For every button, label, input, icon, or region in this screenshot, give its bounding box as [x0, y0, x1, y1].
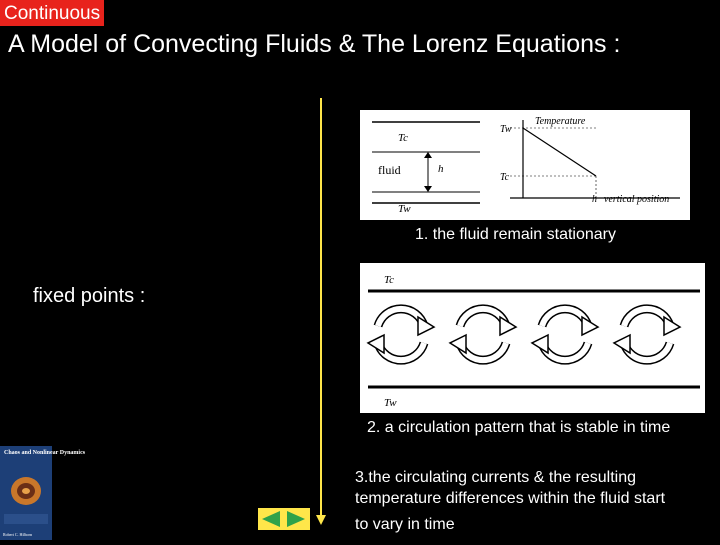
fig2-tc: Tc	[384, 274, 394, 286]
slide-navigation	[258, 508, 310, 530]
stationary-fluid-figure	[360, 110, 690, 220]
vertical-divider	[320, 98, 322, 518]
divider-arrowhead	[316, 515, 326, 525]
book-cover-thumbnail	[0, 446, 86, 540]
graph-tw: Tw	[500, 124, 512, 135]
book-title: Chaos and Nonlinear Dynamics	[4, 450, 86, 456]
graph-tc: Tc	[500, 172, 510, 183]
slide-title: A Model of Convecting Fluids & The Lorenz Equations :	[8, 30, 621, 58]
fig1-fluid: fluid	[378, 163, 401, 177]
previous-slide-button[interactable]	[262, 511, 280, 527]
next-slide-button[interactable]	[287, 511, 305, 527]
caption-circulation: 2. a circulation pattern that is stable in time	[367, 419, 671, 436]
fig2-tw: Tw	[384, 397, 397, 409]
graph-h: h	[592, 194, 597, 205]
convection-rolls-figure	[360, 263, 705, 413]
caption-varying-line2: to vary in time	[355, 516, 455, 533]
fig1-h: h	[438, 163, 444, 175]
book-author: Robert C. Hilborn	[3, 532, 32, 537]
caption-varying-line1: 3.the circulating currents & the resulting temperature differences within the fluid start	[355, 469, 666, 507]
caption-stationary: 1. the fluid remain stationary	[415, 226, 616, 243]
continuous-badge: Continuous	[0, 0, 104, 26]
fixed-points-label: fixed points :	[33, 285, 146, 307]
fig1-tc: Tc	[398, 132, 408, 144]
temperature-axis-label: Temperature	[535, 116, 586, 127]
fig1-tw: Tw	[398, 203, 411, 215]
vertical-position-axis-label: vertical position	[604, 194, 670, 205]
